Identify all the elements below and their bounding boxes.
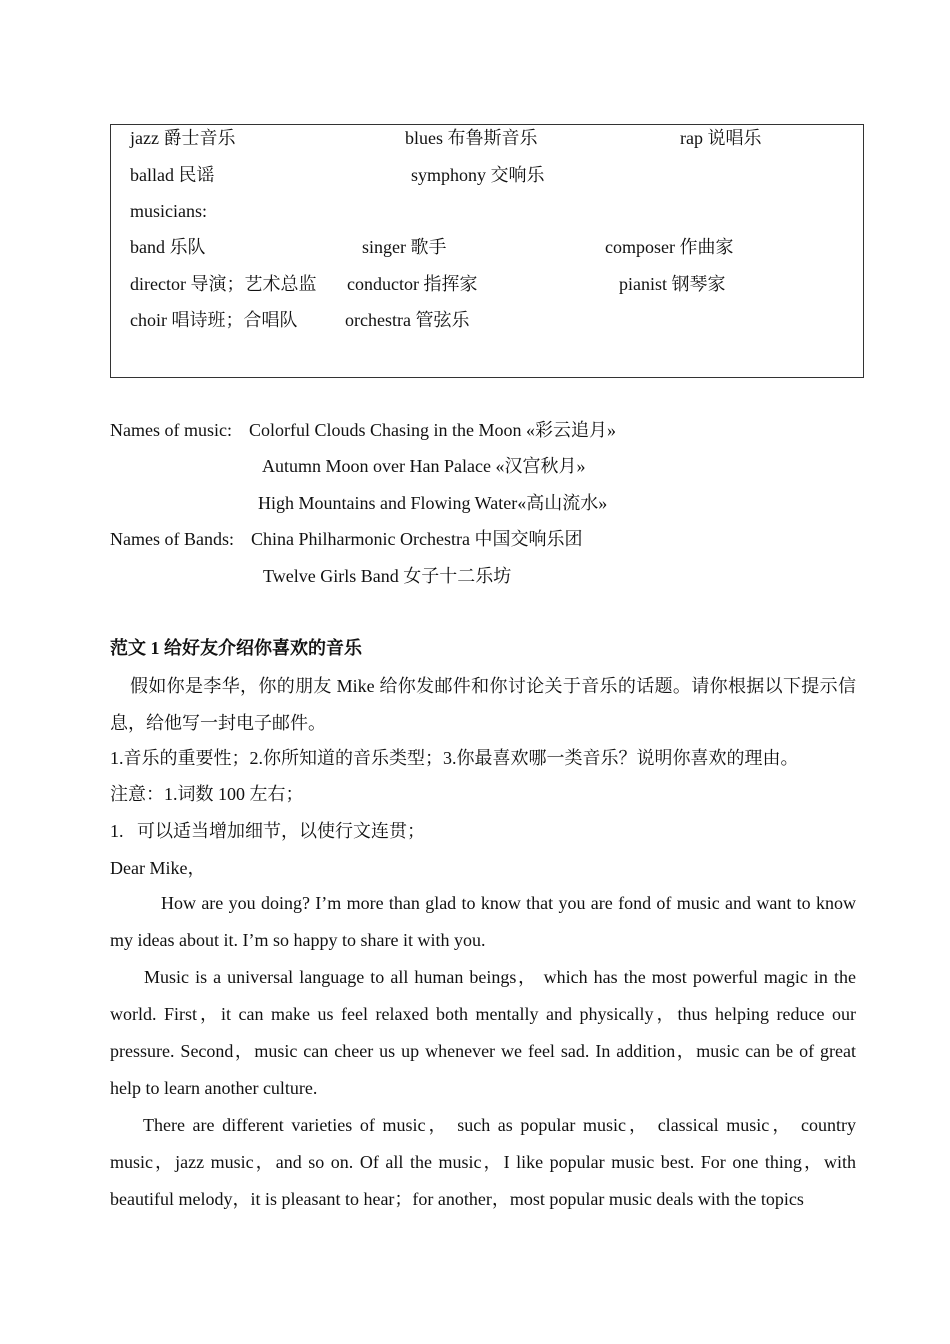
music-name-item: Autumn Moon over Han Palace «汉宫秋月»	[262, 456, 586, 476]
music-name-item: Colorful Clouds Chasing in the Moon «彩云追月»	[249, 420, 617, 440]
vocab-choir: choir 唱诗班；合唱队	[130, 310, 298, 330]
vocab-jazz: jazz 爵士音乐	[130, 128, 236, 148]
vocab-blues: blues 布鲁斯音乐	[405, 128, 538, 148]
vocab-director: director 导演；艺术总监	[130, 274, 317, 294]
letter-greeting: Dear Mike，	[110, 858, 206, 878]
vocab-conductor: conductor 指挥家	[347, 274, 478, 294]
vocab-band: band 乐队	[130, 237, 206, 257]
band-name-item: Twelve Girls Band 女子十二乐坊	[263, 566, 512, 586]
essay-points: 1.音乐的重要性；2.你所知道的音乐类型；3.你最喜欢哪一类音乐？说明你喜欢的理由。	[110, 748, 799, 768]
essay-prompt: 假如你是李华，你的朋友 Mike 给你发邮件和你讨论关于音乐的话题。请你根据以下提示信息，给他写一封电子邮件。	[110, 676, 856, 733]
music-name-item: High Mountains and Flowing Water«高山流水»	[258, 493, 608, 513]
vocab-pianist: pianist 钢琴家	[619, 274, 726, 294]
vocab-singer: singer 歌手	[362, 237, 447, 257]
essay-title: 范文 1 给好友介绍你喜欢的音乐	[110, 638, 362, 658]
vocab-composer: composer 作曲家	[605, 237, 734, 257]
letter-paragraph-2: Music is a universal language to all human beings， which has the most powerful magic in the world. First，it can make us feel relaxed both mentally and physically，thus helping reduce our pressure. Second，music can cheer us up whenever we feel sad. In addition，music can be of great help to learn another culture.	[110, 967, 856, 1098]
band-name-item: China Philharmonic Orchestra 中国交响乐团	[251, 529, 583, 549]
letter-paragraph-3: There are different varieties of music， such as popular music， classical music， country music，jazz music，and so on. Of all the music，I like popular music best. For one thing，with beautiful melody，it is pleasant to hear；for another，most popular music deals with the topics	[110, 1115, 856, 1209]
vocab-ballad: ballad 民谣	[130, 165, 215, 185]
musicians-label: musicians:	[130, 201, 207, 221]
vocab-rap: rap 说唱乐	[680, 128, 762, 148]
names-of-bands-label: Names of Bands:	[110, 529, 234, 549]
names-of-music-label: Names of music:	[110, 420, 232, 440]
letter-paragraph-1: How are you doing? I’m more than glad to know that you are fond of music and want to know my ideas about it. I’m so happy to share it with you.	[110, 893, 856, 950]
vocab-symphony: symphony 交响乐	[411, 165, 545, 185]
vocab-orchestra: orchestra 管弦乐	[345, 310, 470, 330]
essay-note-2: 1. 可以适当增加细节，以使行文连贯；	[110, 821, 425, 841]
essay-note-1: 注意：1.词数 100 左右；	[110, 784, 304, 804]
